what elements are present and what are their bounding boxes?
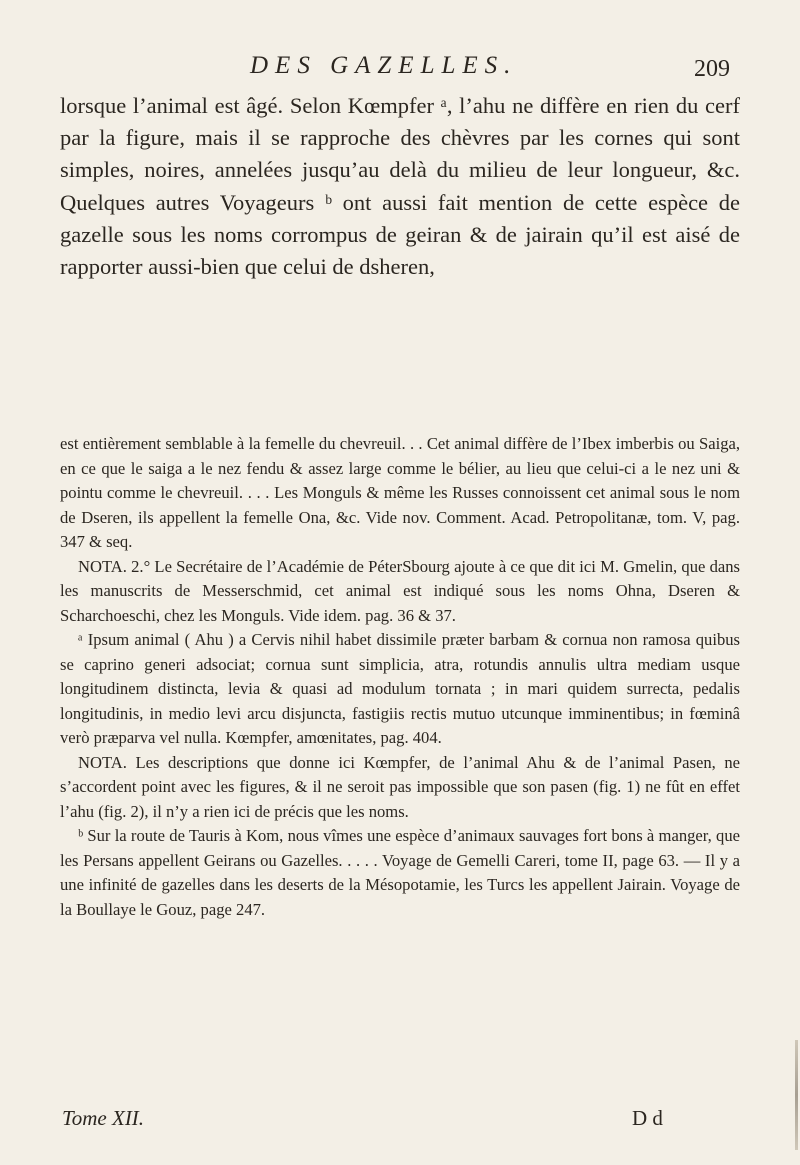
footnotes-block: [60, 432, 740, 922]
note-nota-2: NOTA. Les descriptions que donne ici Kœmpfer, de l’animal Ahu & de l’animal Pasen, ne s’accordent point avec les figures, & il ne seroit pas impossible que son pasen (fig. 1) ne fût en effet l’ahu (fig. 2), il n’y a rien ici de précis que les noms.: [60, 752, 740, 821]
footnote-b: ᵇ Sur la route de Tauris à Kom, nous vîmes une espèce d’animaux sauvages fort bons à manger, que les Persans appellent Geirans ou Gazelles. . . . . Voyage de Gemelli Careri, tome II, page 63. — Il y a une infinité de gazelles dans les deserts de la Mésopotamie, les Turcs les appellent Jairain. Voyage de la Boullaye le Gouz, page 247.: [60, 826, 740, 919]
page-number: 209: [694, 56, 730, 82]
page-edge-shadow: [795, 1040, 798, 1150]
running-head: DES GAZELLES.: [250, 52, 518, 79]
note-nota-1: NOTA. 2.° Le Secrétaire de l’Académie de PéterSbourg ajoute à ce que dit ici M. Gmelin, que dans les manuscrits de Messerschmid, cet animal est indiqué sous les noms Ohna, Dseren & Scharchoeschi, chez les Monguls. Vide idem. pag. 36 & 37.: [60, 556, 740, 625]
footnote-a: ᵃ Ipsum animal ( Ahu ) a Cervis nihil habet dissimile præter barbam & cornua non ramosa quibus se caprino generi adsociat; cornua sunt simplicia, atra, rotundis annulis ultra mediam usque longitudinem distincta, levia & quasi ad modulum tornata ; in mari quidem surrecta, pedalis longitudinis, in medio levi arcu disjuncta, fastigiis rectis mutuo utcunque imminentibus; in fœminâ verò præparva vel nulla. Kœmpfer, amœnitates, pag. 404.: [60, 630, 740, 747]
page-footer: [0, 1106, 800, 1136]
main-paragraph: lorsque l’animal est âgé. Selon Kœmpfer ᵃ, l’ahu ne diffère en rien du cerf par la figure, mais il se rapproche des chèvres par les cornes qui sont simples, noires, annelées jusqu’au delà du milieu de leur longueur, &c. Quelques autres Voyageurs ᵇ ont aussi fait mention de cette espèce de gazelle sous les noms corrompus de geiran & de jairain qu’il est aisé de rapporter aussi-bien que celui de dsheren,: [60, 93, 740, 280]
signature-mark: D d: [632, 1106, 663, 1130]
main-text-block: [60, 90, 740, 283]
note-continued: est entièrement semblable à la femelle du chevreuil. . . Cet animal diffère de l’Ibex imberbis ou Saiga, en ce que le saiga a le nez fendu & assez large comme le bélier, au lieu que celui-ci a le nez uni & pointu comme le chevreuil. . . . Les Monguls & même les Russes connoissent cet animal sous le nom de Dseren, ils appellent la femelle Ona, &c. Vide nov. Comment. Acad. Petropolitanæ, tom. V, pag. 347 & seq.: [60, 434, 740, 551]
page-header: [0, 52, 800, 92]
tome-label: Tome XII.: [62, 1106, 145, 1130]
